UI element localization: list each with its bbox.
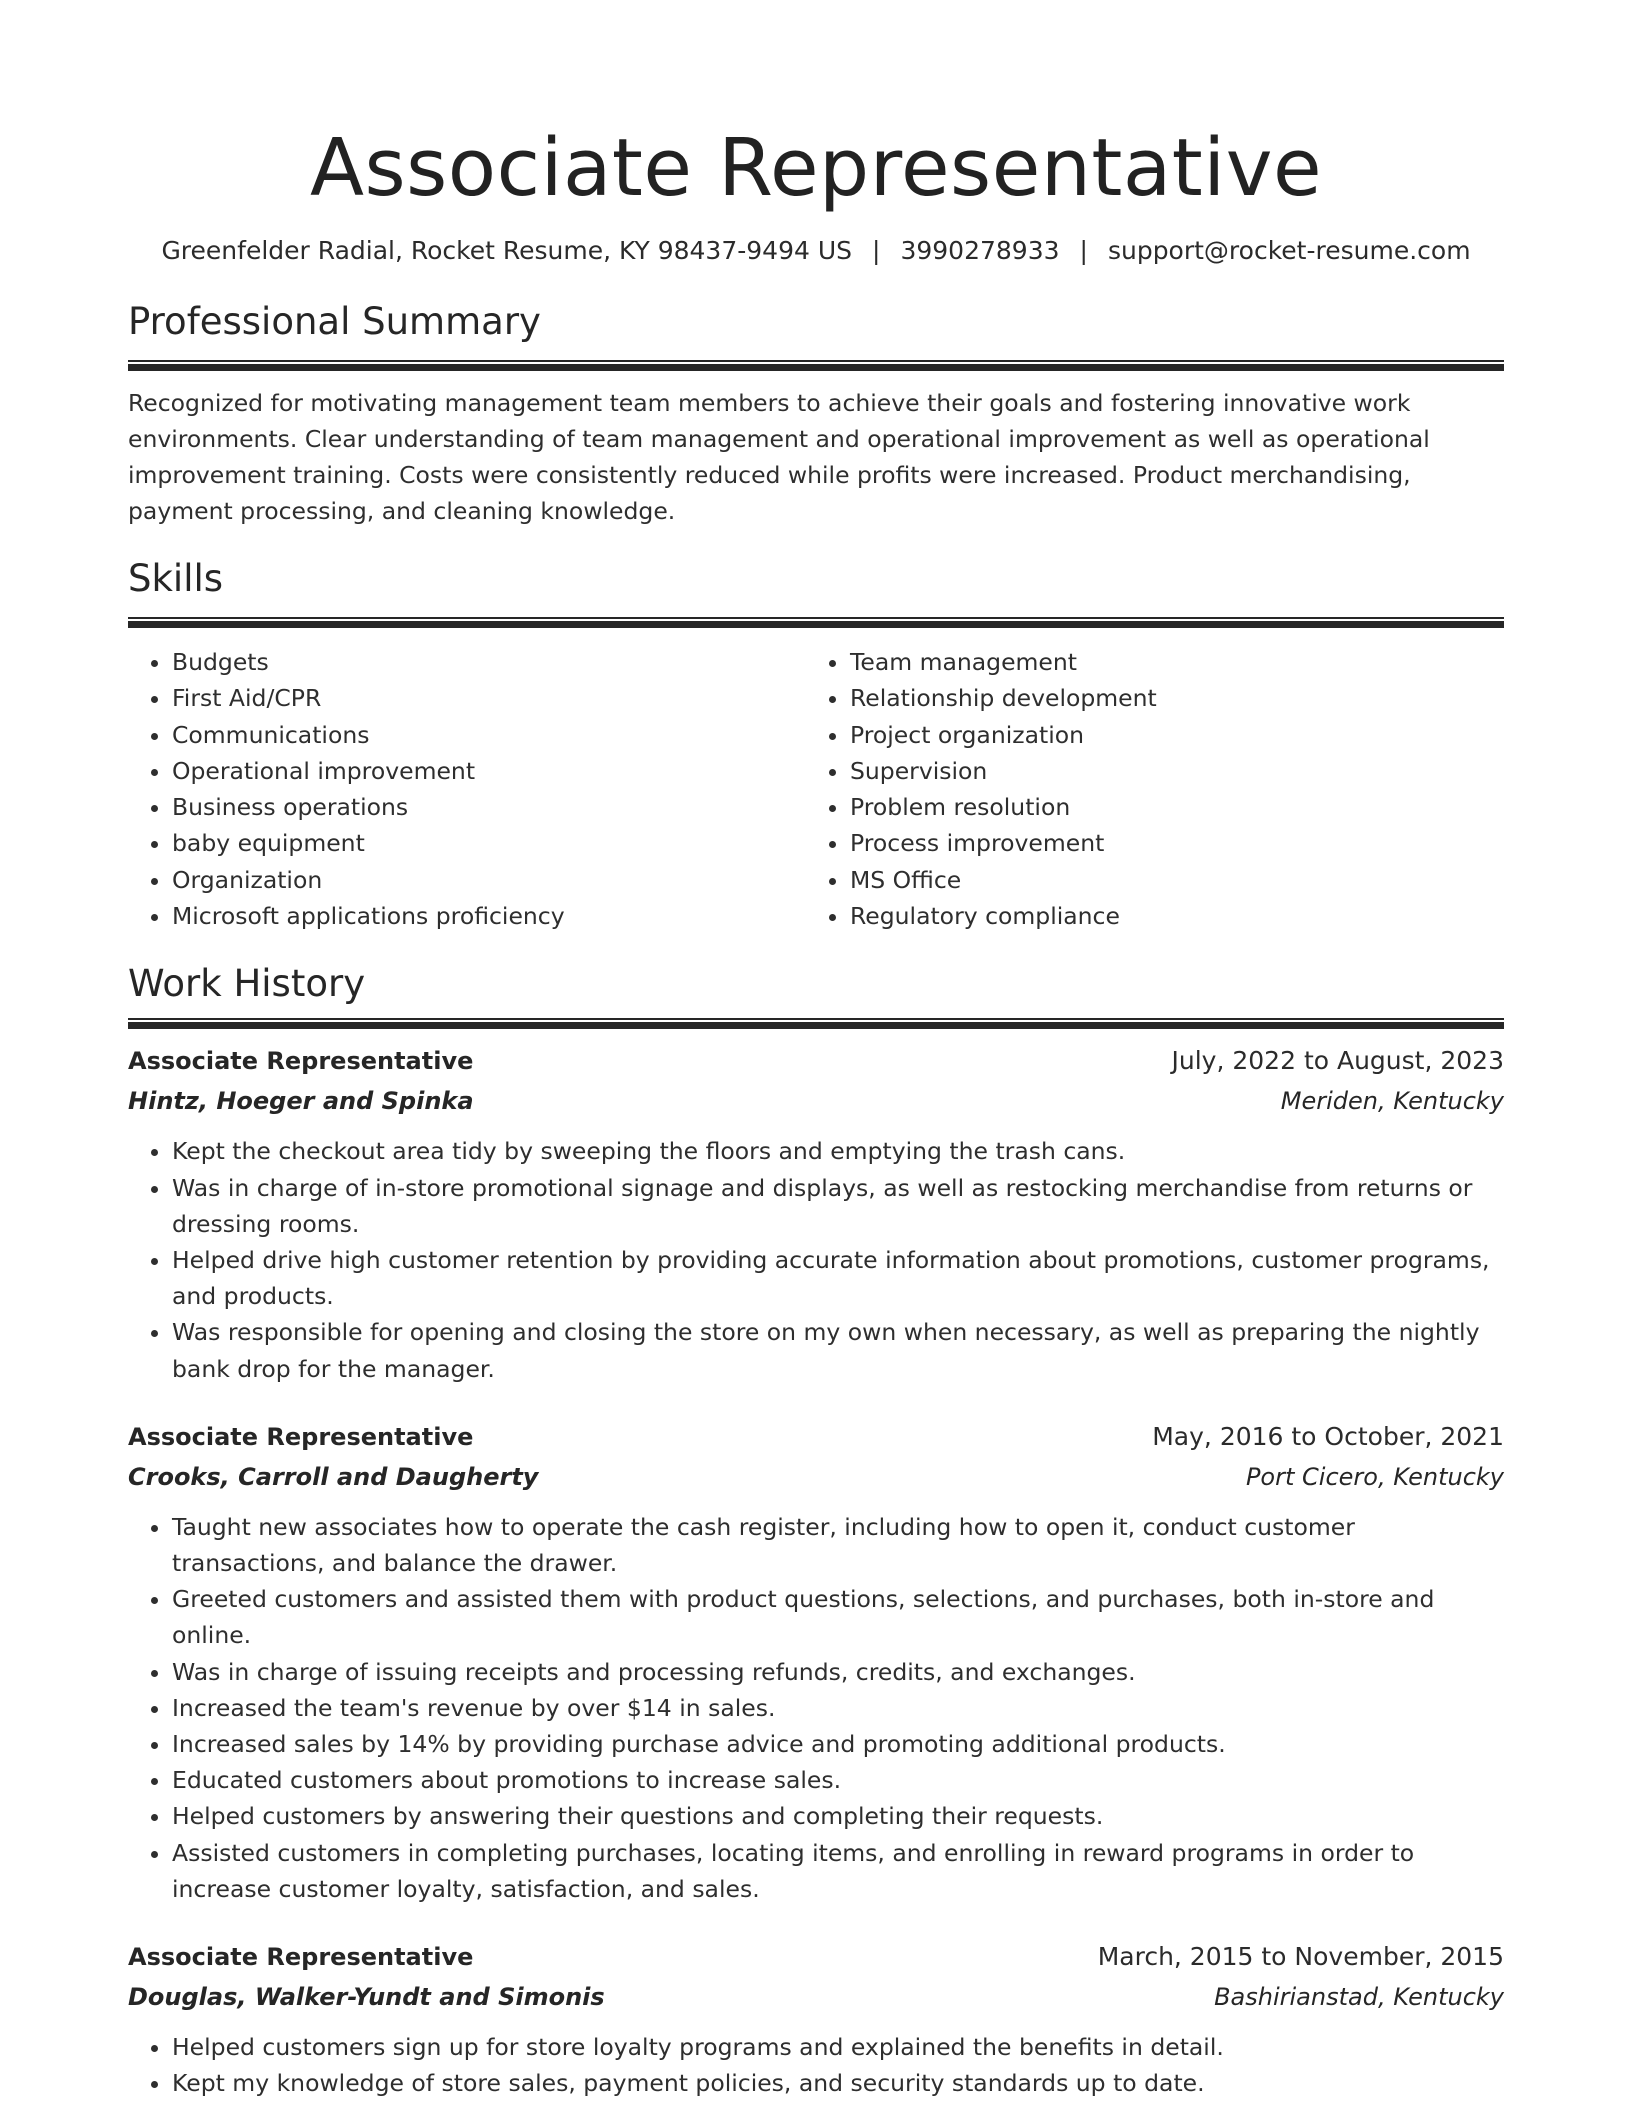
job-bullet: • Taught new associates how to operate the cash register, including how to open it, conduct customer transactions, and balance the drawer.	[172, 1509, 1504, 1581]
job-entry	[128, 1041, 1504, 1386]
job-bullet: • Was in charge of issuing receipts and processing refunds, credits, and exchanges.	[172, 1654, 1504, 1690]
job-title: Associate Representative	[128, 1047, 474, 1076]
job-header	[128, 1041, 1504, 1081]
summary-section	[128, 298, 1504, 529]
section-divider	[128, 1018, 1504, 1029]
resume-page	[128, 0, 1504, 2101]
job-bullet: • Kept the checkout area tidy by sweeping the floors and emptying the trash cans.	[172, 1133, 1504, 1169]
skill-item: • Budgets	[172, 644, 806, 680]
job-subheader	[128, 1081, 1504, 1121]
skill-item: • Business operations	[172, 789, 806, 825]
job-title: Associate Representative	[128, 1422, 474, 1451]
skills-section	[128, 555, 1504, 934]
skill-item: • Regulatory compliance	[850, 898, 1504, 934]
job-dates: July, 2022 to August, 2023	[1171, 1046, 1504, 1076]
job-bullet: • Increased sales by 14% by providing purchase advice and promoting additional products.	[172, 1726, 1504, 1762]
contact-email[interactable]: support@rocket-resume.com	[1107, 236, 1471, 265]
job-bullet: • Increased the team's revenue by over $14 in sales.	[172, 1690, 1504, 1726]
job-location: Bashirianstad, Kentucky	[1214, 1983, 1504, 2012]
section-title-skills: Skills	[128, 557, 224, 600]
job-title: Associate Representative	[128, 1943, 474, 1972]
job-dates: March, 2015 to November, 2015	[1097, 1942, 1504, 1972]
job-subheader	[128, 1977, 1504, 2017]
contact-address: Greenfelder Radial, Rocket Resume, KY 98437-9494 US	[161, 236, 853, 265]
job-location: Port Cicero, Kentucky	[1245, 1462, 1504, 1491]
skills-list-right	[806, 644, 1504, 934]
job-header	[128, 1937, 1504, 1977]
candidate-name: Associate Representative	[309, 122, 1323, 214]
skill-item: • Relationship development	[850, 680, 1504, 716]
section-divider	[128, 360, 1504, 371]
job-subheader	[128, 1457, 1504, 1497]
job-bullet: • Assisted customers in completing purchases, locating items, and enrolling in reward programs in order to increase customer loyalty, satisfaction, and sales.	[172, 1835, 1504, 1907]
work-history-section	[128, 960, 1504, 2101]
job-bullet: • Was responsible for opening and closing the store on my own when necessary, as well as preparing the nightly bank drop for the manager.	[172, 1314, 1504, 1386]
skill-item: • Operational improvement	[172, 753, 806, 789]
job-bullets	[128, 1133, 1504, 1386]
skill-item: • Communications	[172, 717, 806, 753]
skill-item: • MS Office	[850, 862, 1504, 898]
skill-item: • Supervision	[850, 753, 1504, 789]
job-company: Hintz, Hoeger and Spinka	[128, 1087, 474, 1116]
job-bullets	[128, 2029, 1504, 2101]
skill-item: • Team management	[850, 644, 1504, 680]
job-bullet: • Helped drive high customer retention by providing accurate information about promotions, customer programs, and products.	[172, 1242, 1504, 1314]
job-header	[128, 1417, 1504, 1457]
job-bullet: • Was in charge of in-store promotional signage and displays, as well as restocking merchandise from returns or dressing rooms.	[172, 1170, 1504, 1242]
job-entry	[128, 1417, 1504, 1907]
skill-item: • Problem resolution	[850, 789, 1504, 825]
contact-separator: |	[872, 236, 881, 265]
skill-item: • Organization	[172, 862, 806, 898]
skill-item: • Microsoft applications proficiency	[172, 898, 806, 934]
job-bullet: • Educated customers about promotions to increase sales.	[172, 1762, 1504, 1798]
skill-item: • Project organization	[850, 717, 1504, 753]
job-bullet: • Greeted customers and assisted them with product questions, selections, and purchases, both in-store and online.	[172, 1581, 1504, 1653]
section-divider	[128, 617, 1504, 628]
skill-item: • Process improvement	[850, 825, 1504, 861]
summary-text: Recognized for motivating management team members to achieve their goals and fostering innovative work environments. Clear understanding of team management and operational improvement as well as operational improvement training. Costs were consistently reduced while profits were increased. Product merchandising, payment processing, and cleaning knowledge.	[128, 389, 1430, 525]
skills-columns	[128, 644, 1504, 934]
job-bullet: • Kept my knowledge of store sales, payment policies, and security standards up to date.	[172, 2065, 1504, 2101]
skill-item: • baby equipment	[172, 825, 806, 861]
job-company: Douglas, Walker-Yundt and Simonis	[128, 1983, 605, 2012]
contact-line	[128, 234, 1504, 268]
contact-phone: 3990278933	[900, 236, 1060, 265]
job-bullets	[128, 1509, 1504, 1907]
skills-list-left	[128, 644, 806, 934]
skill-item: • First Aid/CPR	[172, 680, 806, 716]
job-location: Meriden, Kentucky	[1280, 1087, 1504, 1116]
section-title-summary: Professional Summary	[128, 300, 541, 343]
job-bullet: • Helped customers by answering their questions and completing their requests.	[172, 1798, 1504, 1834]
job-bullet: • Helped customers sign up for store loyalty programs and explained the benefits in detail.	[172, 2029, 1504, 2065]
section-title-work-history: Work History	[128, 962, 366, 1006]
job-dates: May, 2016 to October, 2021	[1152, 1421, 1504, 1451]
job-entry	[128, 1937, 1504, 2101]
contact-separator: |	[1079, 236, 1088, 265]
job-company: Crooks, Carroll and Daugherty	[128, 1462, 539, 1491]
